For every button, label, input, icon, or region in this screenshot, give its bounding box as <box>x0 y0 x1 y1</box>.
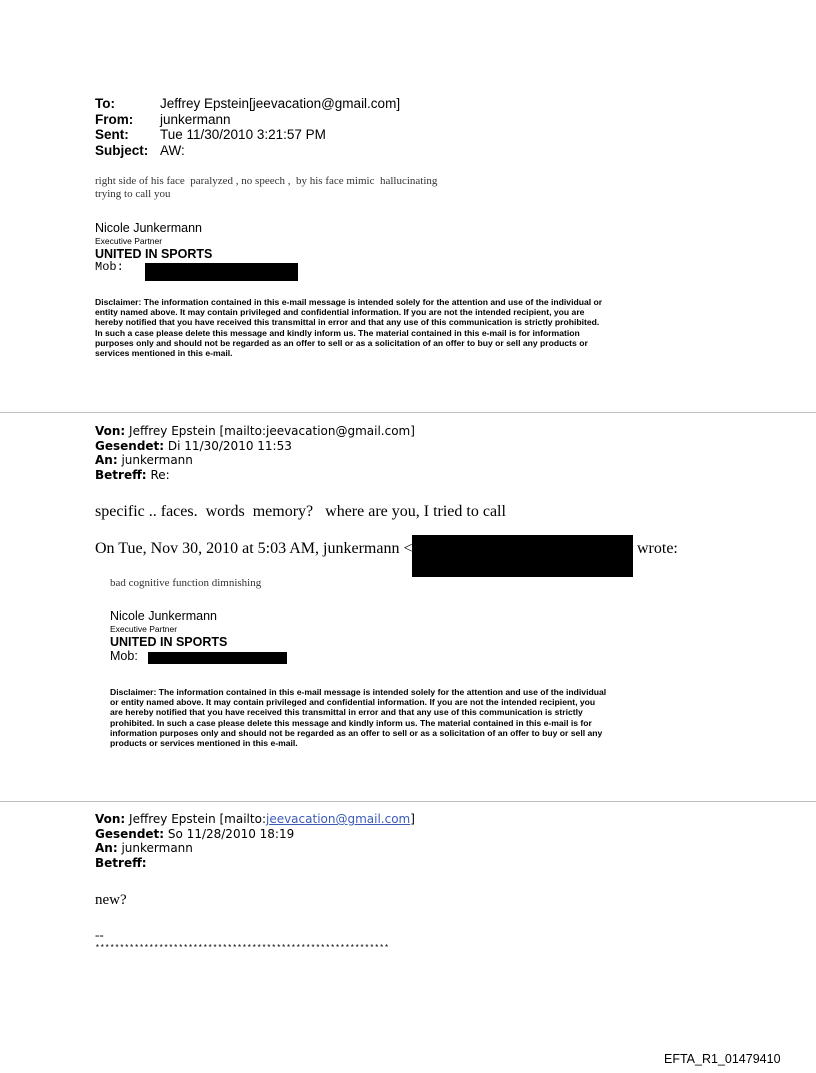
von-row <box>95 812 415 827</box>
sent-label: Sent: <box>95 127 129 142</box>
sig-stars: ************************************************************ <box>95 944 390 953</box>
subject-value: AW: <box>160 142 185 158</box>
sig-name: Nicole Junkermann <box>95 221 202 235</box>
header-row-sent <box>95 127 400 143</box>
an-label: An: <box>95 841 118 855</box>
from-label: From: <box>95 111 134 127</box>
msg1-body-line1: right side of his face paralyzed , no speech , by his face mimic hallucinating <box>95 175 438 187</box>
redaction-bar <box>145 263 298 281</box>
to-label: To: <box>95 96 115 111</box>
betreff-row <box>95 856 415 871</box>
msg2-header <box>95 424 415 482</box>
disclaimer-line: or entity named above. It may contain privileged and confidential information. If you are not the intended recipient, you <box>110 697 596 708</box>
disclaimer-line: Disclaimer: The information contained in this e-mail message is intended solely for the attention and use of the individual or <box>95 297 603 307</box>
sig-dashes: -- <box>95 927 104 942</box>
quote-wrote: wrote: <box>637 540 678 557</box>
mailto-link[interactable]: jeevacation@gmail.com <box>265 812 411 826</box>
gesendet-value: So 11/28/2010 18:19 <box>167 826 295 841</box>
redaction-bar <box>412 535 633 577</box>
header-row-to <box>95 96 400 112</box>
disclaimer-line: prohibited. In such a case please delete this message and kindly inform us. The material contained in this e-mail is for <box>110 717 592 728</box>
sig-mob: Mob: <box>95 260 124 274</box>
an-row <box>95 453 415 468</box>
von-prefix: Jeffrey Epstein [mailto: <box>129 812 266 826</box>
header-row-from <box>95 112 400 128</box>
von-row <box>95 424 415 439</box>
an-label: An: <box>95 453 118 467</box>
an-value: junkermann <box>121 841 193 855</box>
from-value: junkermann <box>160 111 231 127</box>
betreff-row <box>95 468 415 483</box>
von-value: Jeffrey Epstein [mailto:jeevacation@gmail.com] <box>129 424 415 438</box>
gesendet-value: Di 11/30/2010 11:53 <box>167 438 292 453</box>
document-id: EFTA_R1_01479410 <box>664 1052 781 1066</box>
betreff-value: Re: <box>150 467 170 482</box>
sent-value: Tue 11/30/2010 3:21:57 PM <box>160 127 326 142</box>
msg1-body-line2: trying to call you <box>95 187 171 200</box>
header-row-subject <box>95 143 400 159</box>
sig-name: Nicole Junkermann <box>110 609 217 623</box>
sig-mob: Mob: <box>110 649 138 663</box>
an-value: junkermann <box>121 453 193 467</box>
quoted-body: bad cognitive function dimnishing <box>110 577 262 589</box>
message-divider <box>0 801 816 802</box>
disclaimer-line: purposes only and should not be regarded as an offer to sell or as a solicitation of an offer to buy or sell any products or <box>95 337 588 348</box>
disclaimer-line: information purposes only and should not be regarded as an offer to sell or as a solicitation of an offer to buy or sell any <box>110 727 603 738</box>
message-divider <box>0 412 816 413</box>
redaction-bar <box>148 652 287 664</box>
email-header-top <box>95 96 400 158</box>
von-suffix: ] <box>410 812 415 826</box>
msg1-body <box>95 175 437 200</box>
msg2-body: specific .. faces. words memory? where are you, I tried to call <box>95 503 506 520</box>
subject-label: Subject: <box>95 142 149 158</box>
an-row <box>95 841 415 856</box>
sig-company: UNITED IN SPORTS <box>95 247 213 261</box>
msg2-disclaimer <box>110 687 606 748</box>
disclaimer-line: hereby notified that you have received this transmittal in error and that any use of this communication is strictly prohibited. <box>95 317 600 328</box>
disclaimer-line: In such a case please delete this message and kindly inform us. The material contained in this e-mail is for information <box>95 327 580 338</box>
disclaimer-line: services mentioned in this e-mail. <box>95 348 233 359</box>
disclaimer-line: Disclaimer: The information contained in this e-mail message is intended solely for the attention and use of the individual <box>110 687 607 697</box>
gesendet-row <box>95 827 415 842</box>
sig-title: Executive Partner <box>95 236 163 246</box>
gesendet-label: Gesendet: <box>95 826 165 841</box>
to-value: Jeffrey Epstein[jeevacation@gmail.com] <box>160 96 401 111</box>
msg1-disclaimer <box>95 297 602 358</box>
msg3-header <box>95 812 415 870</box>
msg3-body: new? <box>95 892 127 908</box>
von-label: Von: <box>95 424 126 438</box>
gesendet-row <box>95 439 415 454</box>
betreff-label: Betreff: <box>95 855 147 870</box>
disclaimer-line: are hereby notified that you have received this transmittal in error and that any use of this communication is strictly <box>110 707 583 718</box>
disclaimer-line: entity named above. It may contain privileged and confidential information. If you are not the intended recipient, you are <box>95 307 585 318</box>
quote-intro: On Tue, Nov 30, 2010 at 5:03 AM, junkermann < <box>95 540 413 557</box>
gesendet-label: Gesendet: <box>95 438 165 453</box>
von-label: Von: <box>95 812 126 826</box>
sig-title: Executive Partner <box>110 624 178 634</box>
betreff-label: Betreff: <box>95 467 147 482</box>
disclaimer-line: products or services mentioned in this e-mail. <box>110 738 298 749</box>
sig-company: UNITED IN SPORTS <box>110 635 228 649</box>
